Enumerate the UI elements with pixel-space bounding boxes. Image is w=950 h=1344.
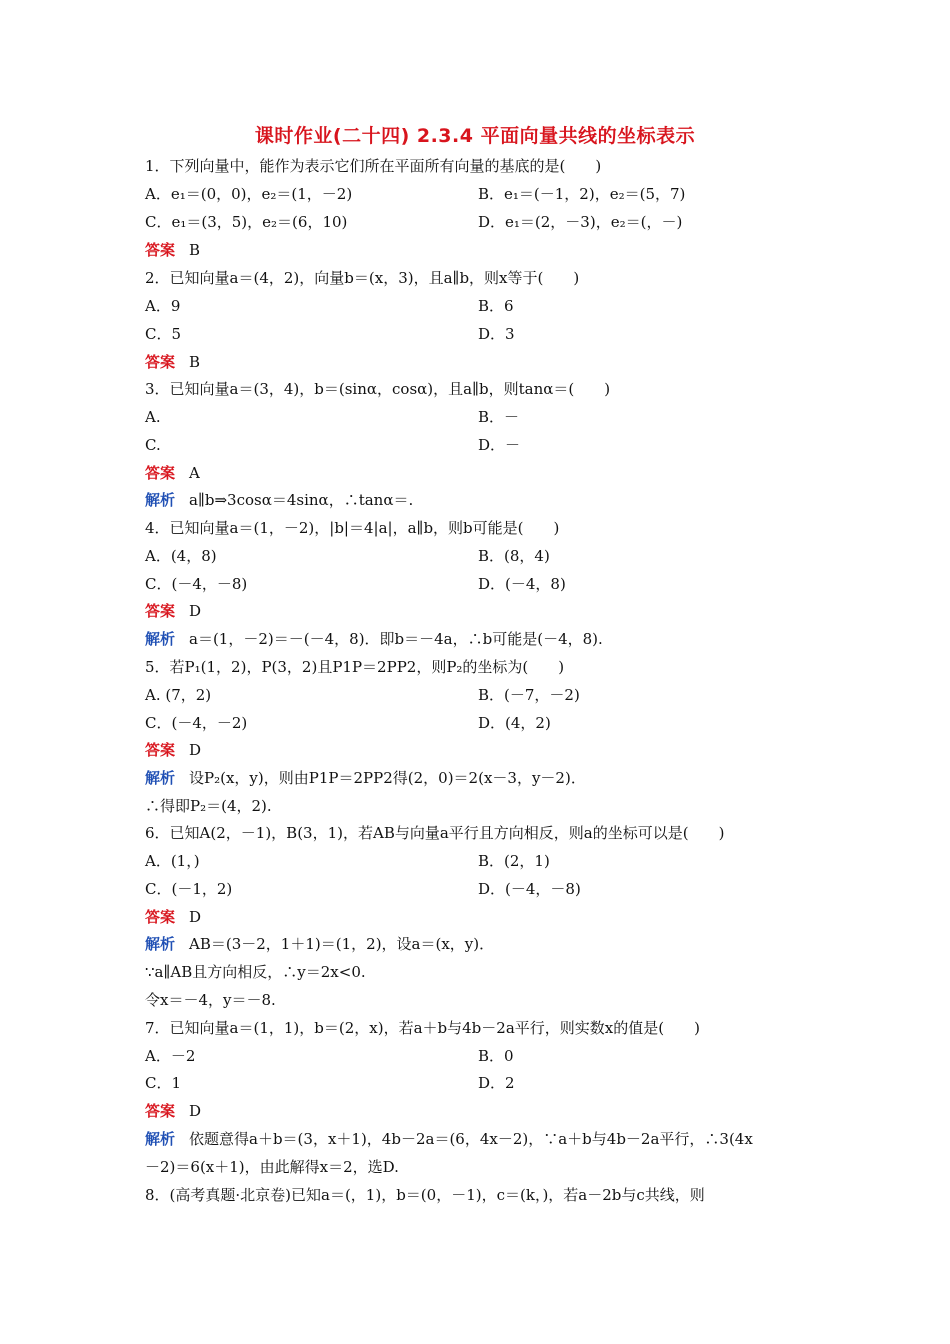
q7-stem: 7．已知向量a＝(1，1)，b＝(2，x)，若a＋b与4b－2a平行，则实数x的值是( ) <box>145 1019 700 1037</box>
answer-label: 答案 <box>145 741 176 759</box>
q6-answer <box>145 907 201 927</box>
q6-explanation <box>145 934 494 954</box>
answer-label: 答案 <box>145 1102 176 1120</box>
explain-label: 解析 <box>145 1130 176 1148</box>
q8-stem: 8．(高考真题·北京卷)已知a＝(，1)，b＝(0，－1)，c＝(k，)，若a－2b与c共线，则 <box>145 1186 705 1204</box>
q3-option-a: A. <box>145 408 161 426</box>
q1-option-a: A．e₁＝(0，0)，e₂＝(1，－2) <box>145 185 353 203</box>
explain-text: a＝(1，－2)＝－(－4，8)．即b＝－4a，∴b可能是(－4，8). <box>189 630 603 648</box>
q3-option-d: D．－ <box>478 436 521 454</box>
q4-answer <box>145 601 201 621</box>
answer-label: 答案 <box>145 908 176 926</box>
q5-explanation-line2: ∴得即P₂＝(4，2). <box>145 797 272 815</box>
q2-answer <box>145 352 200 372</box>
q7-answer <box>145 1101 201 1121</box>
explain-text: AB＝(3－2，1＋1)＝(1，2)，设a＝(x，y)． <box>189 935 495 953</box>
q5-explanation <box>145 768 586 788</box>
q3-explanation <box>145 490 413 510</box>
answer-value: D <box>189 602 202 620</box>
answer-value: B <box>189 241 201 259</box>
q1-option-d: D．e₁＝(2，－3)，e₂＝(，－) <box>478 213 683 231</box>
answer-label: 答案 <box>145 241 176 259</box>
q2-option-a: A．9 <box>145 297 181 315</box>
answer-value: D <box>189 908 202 926</box>
q6-option-b: B．(2，1) <box>478 852 550 870</box>
q6-option-d: D．(－4，－8) <box>478 880 581 898</box>
explain-label: 解析 <box>145 769 176 787</box>
q5-stem: 5．若P₁(1，2)，P(3，2)且P1P＝2PP2，则P₂的坐标为( ) <box>145 658 565 676</box>
answer-value: A <box>189 464 200 482</box>
q5-option-c: C．(－4，－2) <box>145 714 248 732</box>
q6-option-a: A．(1，) <box>145 852 200 870</box>
explain-text: 依题意得a＋b＝(3，x＋1)，4b－2a＝(6，4x－2)，∵a＋b与4b－2a平行，∴3(4x <box>189 1130 753 1148</box>
q6-explanation-line2: ∵a∥AB且方向相反，∴y＝2x<0. <box>145 963 366 981</box>
q2-option-d: D．3 <box>478 325 515 343</box>
q7-option-d: D．2 <box>478 1074 515 1092</box>
q3-answer <box>145 463 200 483</box>
q4-option-b: B．(8，4) <box>478 547 550 565</box>
answer-label: 答案 <box>145 353 176 371</box>
answer-label: 答案 <box>145 602 176 620</box>
q1-option-b: B．e₁＝(－1，2)，e₂＝(5，7) <box>478 185 686 203</box>
q5-option-a: A. (7，2) <box>145 686 212 704</box>
explain-label: 解析 <box>145 935 176 953</box>
q6-stem: 6．已知A(2，－1)，B(3，1)，若AB与向量a平行且方向相反，则a的坐标可以是( ) <box>145 824 725 842</box>
q5-option-b: B．(－7，－2) <box>478 686 580 704</box>
q1-answer <box>145 240 200 260</box>
explain-label: 解析 <box>145 491 176 509</box>
q4-stem: 4．已知向量a＝(1，－2)，|b|＝4|a|，a∥b，则b可能是( ) <box>145 519 560 537</box>
q7-option-b: B．0 <box>478 1047 514 1065</box>
q3-option-c: C. <box>145 436 161 454</box>
q4-option-a: A．(4，8) <box>145 547 217 565</box>
q3-option-b: B．－ <box>478 408 520 426</box>
answer-value: D <box>189 1102 202 1120</box>
q5-answer <box>145 740 201 760</box>
q2-stem: 2．已知向量a＝(4，2)，向量b＝(x，3)，且a∥b，则x等于( ) <box>145 269 580 287</box>
q1-stem: 1．下列向量中，能作为表示它们所在平面所有向量的基底的是( ) <box>145 157 602 175</box>
q6-option-c: C．(－1，2) <box>145 880 233 898</box>
q1-option-c: C．e₁＝(3，5)，e₂＝(6，10) <box>145 213 348 231</box>
q2-option-b: B．6 <box>478 297 514 315</box>
q4-explanation <box>145 629 603 649</box>
answer-value: D <box>189 741 202 759</box>
answer-label: 答案 <box>145 464 176 482</box>
q2-option-c: C．5 <box>145 325 182 343</box>
explain-text: a∥b⇒3cosα＝4sinα，∴tanα＝. <box>189 491 414 509</box>
q3-stem: 3．已知向量a＝(3，4)，b＝(sinα，cosα)，且a∥b，则tanα＝( ) <box>145 380 611 398</box>
explain-label: 解析 <box>145 630 176 648</box>
q4-option-c: C．(－4，－8) <box>145 575 248 593</box>
page-title: 课时作业(二十四) 2.3.4 平面向量共线的坐标表示 <box>254 125 696 147</box>
q7-explanation-line2: －2)＝6(x＋1)，由此解得x＝2，选D. <box>145 1158 399 1176</box>
q7-option-a: A．－2 <box>145 1047 196 1065</box>
q7-option-c: C．1 <box>145 1074 182 1092</box>
explain-text: 设P₂(x，y)，则由P1P＝2PP2得(2，0)＝2(x－3，y－2)． <box>189 769 586 787</box>
q6-explanation-line3: 令x＝－4，y＝－8. <box>145 991 276 1009</box>
q5-option-d: D．(4，2) <box>478 714 551 732</box>
answer-value: B <box>189 353 201 371</box>
q7-explanation <box>145 1129 753 1149</box>
q4-option-d: D．(－4，8) <box>478 575 566 593</box>
